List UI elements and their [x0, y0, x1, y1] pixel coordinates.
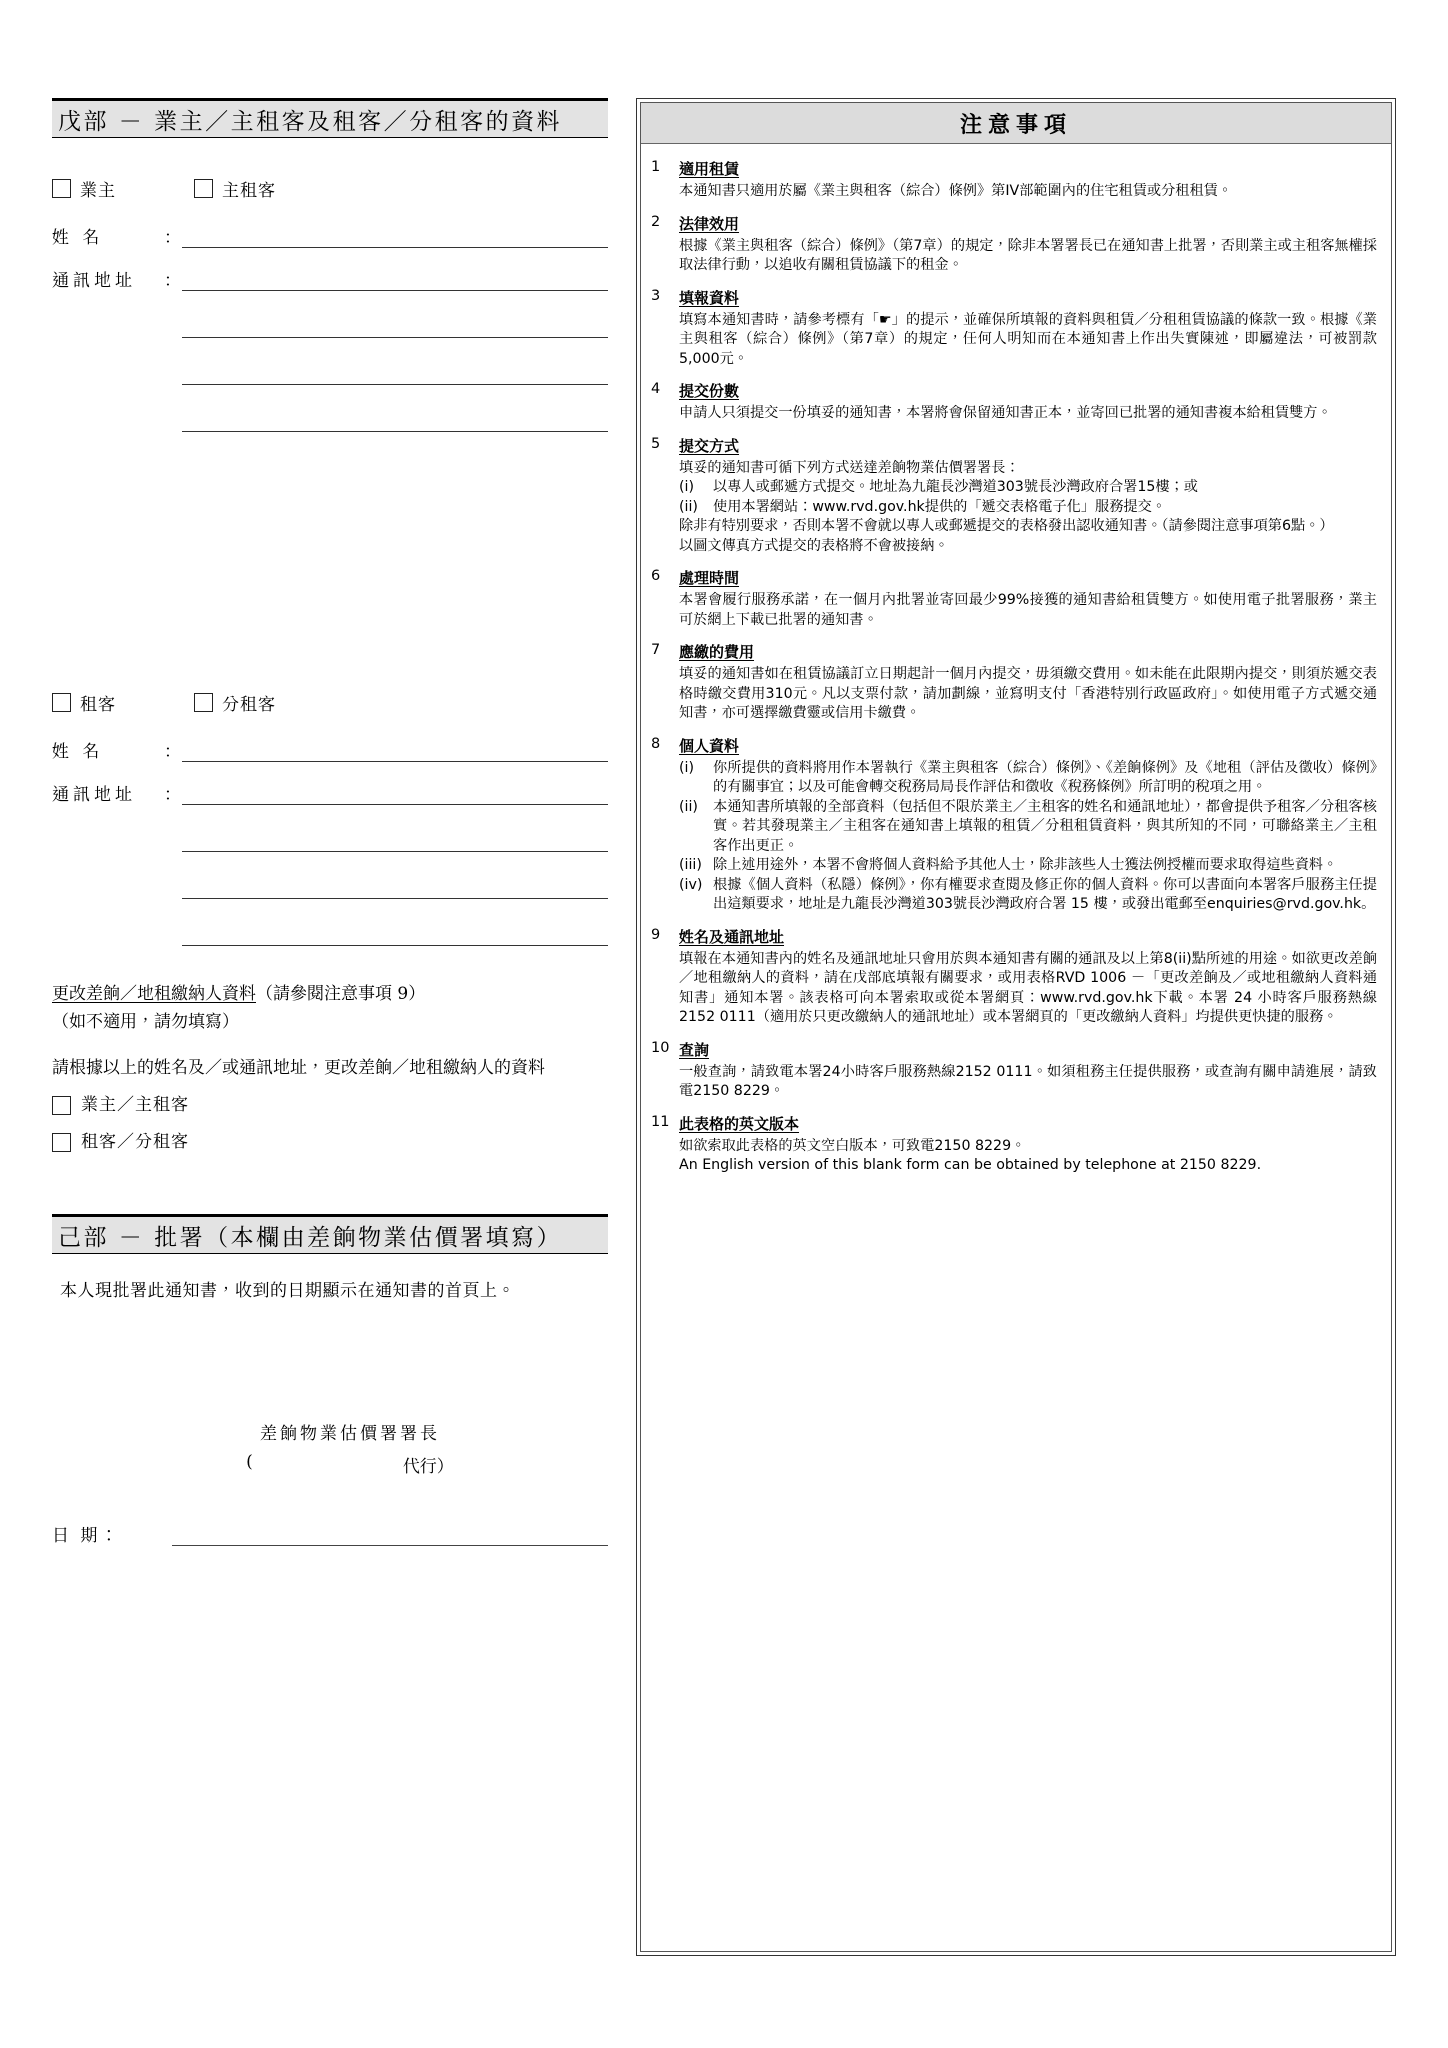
note-content [679, 1113, 1377, 1176]
note-title: 查詢 [679, 1040, 710, 1059]
tenant-name-row [52, 737, 608, 762]
section-f-title: 己部 － 批署（本欄由差餉物業估價署填寫） [58, 1224, 563, 1251]
date-row [52, 1521, 608, 1546]
note-paragraph: 本署會履行服務承諾，在一個月內批署並寄回最少99%接獲的通知書給租賃雙方。如使用電子批署服務，業主可於網上下載已批署的通知書。 [679, 592, 1377, 628]
note-content [679, 213, 1377, 276]
owner-name-row [52, 223, 608, 248]
note-number: 10 [651, 1039, 670, 1056]
note-subitem-text: 以專人或郵遞方式提交。地址為九龍長沙灣道303號長沙灣政府合署15樓；或 [713, 479, 1198, 495]
note-paragraph: 申請人只須提交一份填妥的通知書，本署將會保留通知書正本，並寄回已批署的通知書複本給租賃雙方。 [679, 405, 1332, 421]
note-paragraph: 填妥的通知書可循下列方式送達差餉物業估價署署長： [679, 459, 1020, 476]
acting-signature-row [52, 1452, 608, 1477]
note-title: 應繳的費用 [679, 643, 755, 661]
note-subitem [679, 478, 1377, 498]
owner-name-input[interactable] [182, 227, 608, 248]
owner-address-input-line-3[interactable] [182, 364, 608, 385]
note-content [679, 287, 1377, 370]
tenant-address-input-line-4[interactable] [182, 925, 608, 946]
note-content [679, 435, 1377, 557]
note-title: 填報資料 [679, 288, 740, 307]
note-content [679, 926, 1377, 1028]
tenant-name-input[interactable] [182, 741, 608, 762]
note-number: 11 [651, 1113, 670, 1130]
note-number: 8 [651, 735, 661, 752]
note-number: 5 [651, 435, 661, 452]
tenant-address-label: 通訊地址 [52, 785, 136, 805]
owner-name-colon: ： [164, 228, 181, 248]
checkbox-tenant-label: 租客 [80, 695, 116, 715]
note-paragraph: 填妥的通知書如在租賃協議訂立日期起計一個月內提交，毋須繳交費用。如未能在此限期內提交，則須於遞交表格時繳交費用310元。凡以支票付款，請加劃線，並寫明支付「香港特別行政區政府」。如使用電子方式遞交通知書，亦可選擇繳費靈或信用卡繳費。 [679, 666, 1377, 721]
owner-address-input-line-2[interactable] [182, 317, 608, 338]
endorsement-statement: 本人現批署此通知書，收到的日期顯示在通知書的首頁上。 [60, 1281, 515, 1301]
left-column [52, 98, 608, 1546]
date-input[interactable] [172, 1527, 608, 1546]
note-subitem [679, 759, 1377, 798]
owner-party-block [52, 176, 608, 432]
note-item [651, 435, 1377, 557]
note-item [651, 380, 1377, 424]
note-paragraph: 如欲索取此表格的英文空白版本，可致電2150 8229。 [679, 1137, 1026, 1154]
change-payer-heading-tail: （請參閱注意事項 9） [256, 984, 426, 1004]
note-subitem-marker: (i) [679, 479, 695, 495]
note-title: 姓名及通訊地址 [679, 927, 785, 946]
note-subitem-text: 根據《個人資料（私隱）條例》，你有權要求查閱及修正你的個人資料。你可以書面向本署客戶服務主任提出這類要求，地址是九龍長沙灣道303號長沙灣政府合署 15 樓，或發出電郵至enquiries@rvd.gov.hk。 [713, 876, 1377, 912]
note-number: 2 [651, 213, 661, 230]
note-number: 6 [651, 568, 661, 584]
note-item [651, 158, 1377, 202]
signature-title: 差餉物業估價署署長 [260, 1424, 440, 1444]
checkbox-owner[interactable] [52, 179, 71, 198]
change-payer-block [52, 980, 608, 1156]
tenant-party-block [52, 690, 608, 946]
note-item [651, 1113, 1377, 1176]
note-paragraph: 一般查詢，請致電本署24小時客戶服務熱線2152 0111。如須租務主任提供服務，或查詢有關申請進展，請致電2150 8229。 [679, 1063, 1377, 1099]
note-subitem [679, 498, 1377, 518]
note-paragraph: 填寫本通知書時，請參考標有「☛」的提示，並確保所填報的資料與租賃／分租租賃協議的條款一致。根據《業主與租客（綜合）條例》（第7章）的規定，任何人明知而在本通知書上作出失實陳述，即屬違法，可被罰款5,000元。 [679, 311, 1377, 367]
owner-address-input-line-1[interactable] [182, 270, 608, 291]
checkbox-sub-tenant[interactable] [194, 693, 213, 712]
change-payer-instruction: 請根據以上的姓名及／或通訊地址，更改差餉／地租繳納人的資料 [52, 1058, 545, 1078]
note-content [679, 158, 1377, 202]
change-payer-owner-row [52, 1091, 608, 1119]
note-item [651, 926, 1377, 1028]
note-paragraph: 填報在本通知書內的姓名及通訊地址只會用於與本通知書有關的通訊及以上第8(ii)點所述的用途。如欲更改差餉／地租繳納人的資料，請在戊部底填報有關要求，或用表格RVD 1006 －「更改差餉及／或地租繳納人資料通知書」通知本署。該表格可向本署索取或從本署網頁：www.rvd.gov.hk下載。本署 24 小時客戶服務熱線2152 0111（適用於只更改繳納人的通訊地址）或本署網頁的「更改繳納人資料」均提供更快捷的服務。 [679, 950, 1377, 1025]
tenant-name-label: 姓 名 [52, 742, 104, 762]
checkbox-tenant[interactable] [52, 693, 71, 712]
notes-panel-inner [640, 102, 1392, 1952]
note-subitem-marker: (ii) [679, 798, 698, 815]
note-title: 適用租賃 [679, 160, 740, 178]
note-subitem [679, 798, 1377, 857]
note-title: 個人資料 [679, 736, 740, 755]
note-subitem-marker: (i) [679, 759, 695, 776]
note-item [651, 567, 1377, 630]
section-e-header [52, 98, 608, 138]
note-number: 1 [651, 159, 661, 175]
note-subitem [679, 856, 1377, 876]
checkbox-owner-label: 業主 [80, 181, 116, 201]
acting-paren-left: ( [246, 1452, 253, 1472]
note-item [651, 641, 1377, 724]
note-paragraph: 本通知書只適用於屬《業主與租客（綜合）條例》第IV部範圍內的住宅租賃或分租租賃。 [679, 183, 1233, 199]
note-subitem-marker: (iii) [679, 857, 702, 873]
notes-title: 注意事項 [959, 111, 1072, 138]
note-subitem-marker: (iv) [679, 876, 703, 893]
tenant-address-row [52, 780, 608, 805]
note-content [679, 641, 1377, 724]
checkbox-change-payer-tenant-label: 租客／分租客 [81, 1132, 189, 1152]
note-content [679, 380, 1377, 424]
note-number: 9 [651, 926, 661, 943]
note-content [679, 1039, 1377, 1102]
owner-checkbox-row [52, 176, 608, 201]
checkbox-change-payer-tenant[interactable] [52, 1133, 71, 1152]
notes-list [641, 144, 1391, 1176]
note-item [651, 1039, 1377, 1102]
notes-panel [636, 98, 1396, 1956]
tenant-address-colon: ： [164, 785, 181, 805]
note-paragraph: 除非有特別要求，否則本署不會就以專人或郵遞提交的表格發出認收通知書。（請參閱注意事項第6點。） [679, 518, 1334, 534]
change-payer-line2: （如不適用，請勿填寫） [52, 1012, 239, 1032]
note-number: 4 [651, 381, 661, 397]
change-payer-heading-row [52, 980, 608, 1008]
note-item [651, 287, 1377, 370]
note-paragraph: 根據《業主與租客（綜合）條例》（第7章）的規定，除非本署署長已在通知書上批署，否則業主或主租客無權採取法律行動，以追收有關租賃協議下的租金。 [679, 237, 1377, 273]
checkbox-principal-tenant-label: 主租客 [222, 181, 276, 201]
tenant-address-input-line-2[interactable] [182, 831, 608, 852]
tenant-address-input-line-1[interactable] [182, 784, 608, 805]
date-label: 日 期： [52, 1526, 121, 1546]
checkbox-change-payer-owner-label: 業主／主租客 [81, 1095, 189, 1115]
note-subitem-text: 使用本署網站：www.rvd.gov.hk提供的「遞交表格電子化」服務提交。 [713, 498, 1166, 515]
note-title: 法律效用 [679, 214, 740, 233]
section-f-header [52, 1214, 608, 1254]
note-item [651, 213, 1377, 276]
note-subitem-text: 本通知書所填報的全部資料（包括但不限於業主／主租客的姓名和通訊地址），都會提供予租客／分租客核實。若其發現業主／主租客在通知書上填報的租賃／分租租賃資料，與其所知的不同，可聯絡業主／主租客作出更正。 [713, 798, 1377, 854]
note-subitem [679, 876, 1377, 915]
note-subitem-text: 你所提供的資料將用作本署執行《業主與租客（綜合）條例》、《差餉條例》及《地租（評估及徵收）條例》的有關事宜；以及可能會轉交稅務局局長作評估和徵收《稅務條例》所訂明的稅項之用。 [713, 759, 1377, 795]
checkbox-change-payer-owner[interactable] [52, 1096, 71, 1115]
owner-name-label: 姓 名 [52, 228, 104, 248]
spacer [52, 1036, 608, 1054]
note-number: 7 [651, 642, 661, 658]
note-subitem-text: 除上述用途外，本署不會將個人資料給予其他人士，除非該些人士獲法例授權而要求取得這些資料。 [713, 857, 1338, 873]
owner-address-colon: ： [164, 271, 181, 291]
acting-label: 代行） [402, 1457, 454, 1477]
tenant-address-input-line-3[interactable] [182, 878, 608, 899]
notes-header [641, 103, 1391, 144]
note-paragraph: An English version of this blank form can be obtained by telephone at 2150 8229. [679, 1157, 1262, 1173]
checkbox-principal-tenant[interactable] [194, 179, 213, 198]
change-payer-tenant-row [52, 1128, 608, 1156]
owner-address-label: 通訊地址 [52, 271, 136, 291]
note-number: 3 [651, 287, 661, 304]
note-subitem-marker: (ii) [679, 498, 698, 515]
note-paragraph: 以圖文傳真方式提交的表格將不會被接納。 [679, 537, 949, 554]
note-title: 提交份數 [679, 382, 740, 400]
section-e-title: 戊部 － 業主／主租客及租客／分租客的資料 [58, 108, 563, 135]
note-content [679, 735, 1377, 915]
owner-address-input-line-4[interactable] [182, 411, 608, 432]
tenant-checkbox-row [52, 690, 608, 715]
note-item [651, 735, 1377, 915]
owner-address-row [52, 266, 608, 291]
note-title: 此表格的英文版本 [679, 1114, 800, 1133]
change-payer-heading: 更改差餉／地租繳納人資料 [52, 984, 256, 1004]
checkbox-sub-tenant-label: 分租客 [222, 695, 276, 715]
note-title: 提交方式 [679, 436, 740, 455]
note-content [679, 567, 1377, 630]
tenant-name-colon: ： [164, 742, 181, 762]
note-title: 處理時間 [679, 569, 740, 587]
